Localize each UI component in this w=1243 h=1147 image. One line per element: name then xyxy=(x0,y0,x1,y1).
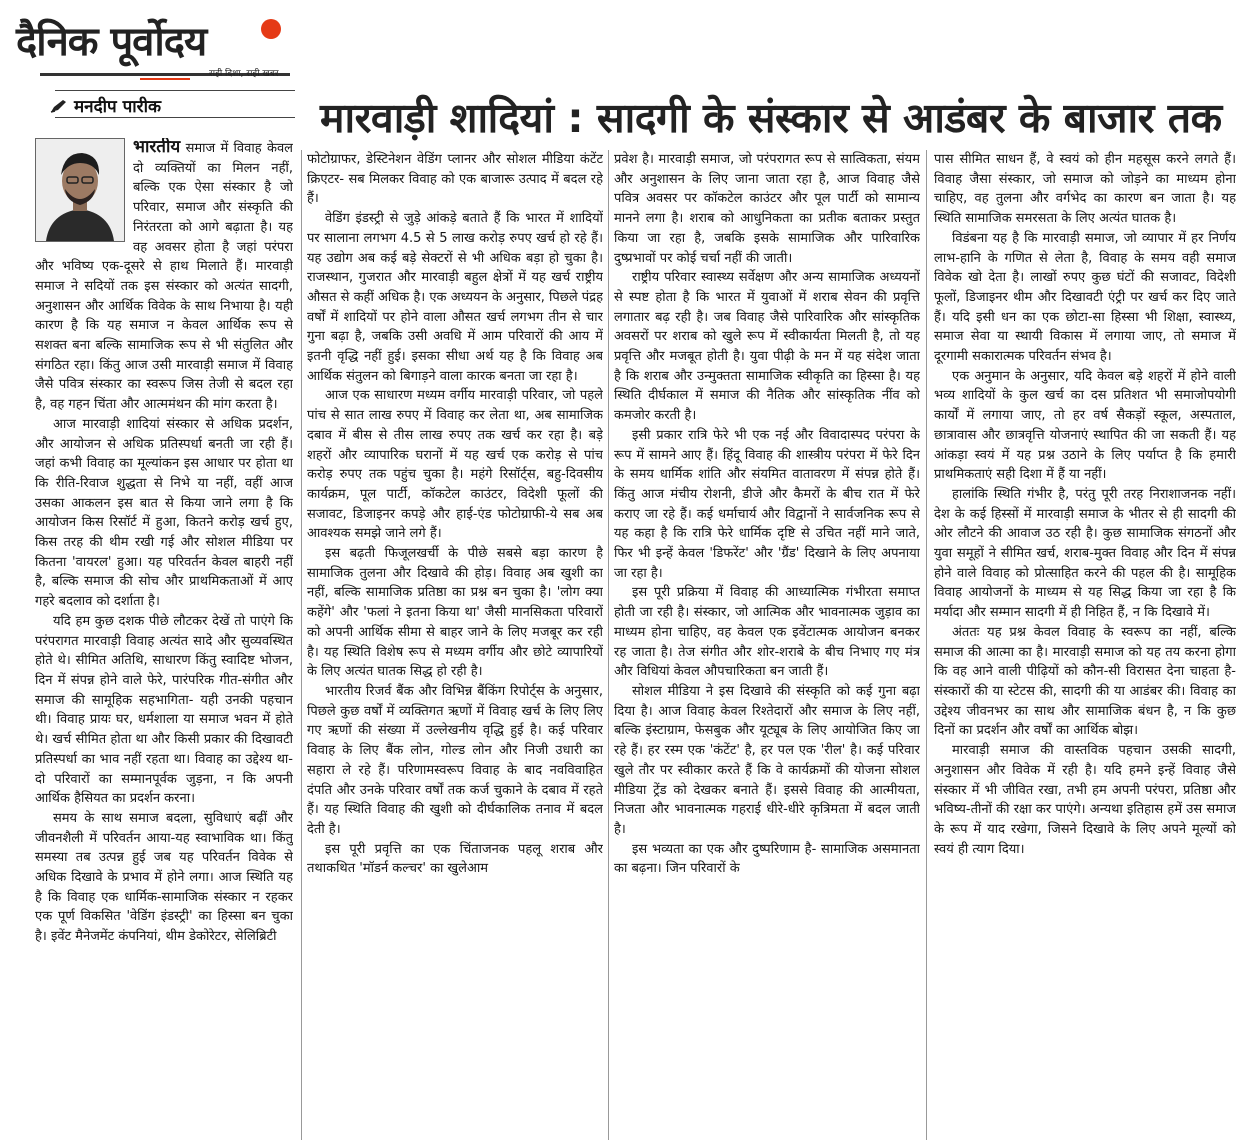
author-portrait-image xyxy=(36,139,124,241)
paragraph: सोशल मीडिया ने इस दिखावे की संस्कृति को कई गुना बढ़ा दिया है। आज विवाह केवल रिश्तेदारों और समाज के लिए नहीं, बल्कि इंस्टाग्राम, फेसबुक और यूट्यूब के लिए आयोजित किए जा रहे हैं। हर रस्म एक 'कंटेंट' है, हर पल एक 'रील' है। कई परिवार खुले तौर पर स्वीकार करते हैं कि वे कार्यक्रमों की योजना सोशल मीडिया ट्रेंड को देखकर बनाते हैं। इससे विवाह की आत्मीयता, निजता और भावनात्मक गहराई धीरे-धीरे कृत्रिमता में बदल जाती है। xyxy=(614,683,920,837)
column-divider xyxy=(926,150,927,1140)
paragraph: पास सीमित साधन हैं, वे स्वयं को हीन महसूस करने लगते हैं। विवाह जैसा संस्कार, जो समाज को जोड़ने का माध्यम होना चाहिए, वह तुलना और वर्गभेद का कारण बन जाता है। यह स्थिति सामाजिक समरसता के लिए अत्यंत घातक है। xyxy=(934,152,1236,227)
author-photo xyxy=(35,138,125,242)
masthead xyxy=(10,6,295,86)
paragraph: एक अनुमान के अनुसार, यदि केवल बड़े शहरों में होने वाली भव्य शादियों के कुल खर्च का दस प्रतिशत भी समाजोपयोगी कार्यों में लगाया जाए, तो हर वर्ष सैकड़ों स्कूल, अस्पताल, छात्रावास और छात्रवृत्ति योजनाएं स्थापित की जा सकती हैं। यह आंकड़ा स्वयं में यह प्रश्न उठाने के लिए पर्याप्त है कि हमारी प्राथमिकताएं सही दिशा में हैं या नहीं। xyxy=(934,368,1236,483)
lead-word: भारतीय xyxy=(133,138,181,157)
paragraph: राष्ट्रीय परिवार स्वास्थ्य सर्वेक्षण और अन्य सामाजिक अध्ययनों से स्पष्ट होता है कि भारत में युवाओं में शराब सेवन की प्रवृत्ति लगातार बढ़ रही है। जब विवाह जैसे पारिवारिक और सांस्कृतिक अवसरों पर शराब को खुले रूप में स्वीकार्यता मिलती है, तो यह प्रवृत्ति और मजबूत होती है। युवा पीढ़ी के मन में यह संदेश जाता है कि शराब और उन्मुक्तता सामाजिक स्वीकृति का हिस्सा है। यह स्थिति दीर्घकाल में समाज की नैतिक और सांस्कृतिक नींव को कमजोर करती है। xyxy=(614,270,920,424)
article-column-1 xyxy=(35,138,293,1128)
paragraph: वेडिंग इंडस्ट्री से जुड़े आंकड़े बताते हैं कि भारत में शादियों पर सालाना लगभग 4.5 से 5 लाख करोड़ रुपए खर्च हो रहे हैं। यह उद्योग अब कई बड़े सेक्टरों से भी अधिक बड़ा हो चुका है। राजस्थान, गुजरात और मारवाड़ी बहुल क्षेत्रों में यह खर्च राष्ट्रीय औसत से कहीं अधिक है। एक अध्ययन के अनुसार, पिछले पंद्रह वर्षों में शादियों पर होने वाला औसत खर्च लगभग तीन से चार गुना बढ़ा है, जबकि उसी अवधि में आम परिवारों की आय में इतनी वृद्धि नहीं हुई। इसका सीधा अर्थ यह है कि विवाह अब आर्थिक संतुलन को बिगाड़ने वाला कारक बनता जा रहा है। xyxy=(307,211,603,384)
byline xyxy=(50,94,161,117)
paragraph: भारतीय रिजर्व बैंक और विभिन्न बैंकिंग रिपोर्ट्स के अनुसार, पिछले कुछ वर्षों में व्यक्तिगत ऋणों में विवाह खर्च के लिए लिए गए ऋणों की संख्या में उल्लेखनीय वृद्धि हुई है। कई परिवार विवाह के लिए बैंक लोन, गोल्ड लोन और निजी उधारी का सहारा ले रहे हैं। परिणामस्वरूप विवाह के बाद नवविवाहित दंपति और उनके परिवार वर्षों तक कर्ज चुकाने के दबाव में रहते हैं। यह स्थिति विवाह की खुशी को दीर्घकालिक तनाव में बदल देती है। xyxy=(307,683,603,837)
paragraph-text: समाज में विवाह केवल दो व्यक्तियों का मिलन नहीं, बल्कि एक ऐसा संस्कार है जो परिवार, समाज और संस्कृति की निरंतरता को आगे बढ़ाता है। यह वह अवसर होता है जहां परंपरा और भविष्य एक-दूसरे से हाथ मिलाते हैं। मारवाड़ी समाज ने सदियों तक इस संस्कार को अत्यंत सादगी, अनुशासन और आर्थिक विवेक के साथ निभाया है। यही कारण है कि यह समाज न केवल आर्थिक रूप से सशक्त बना बल्कि सामाजिक रूप से भी संतुलित और संगठित रहा। किंतु आज उसी मारवाड़ी समाज में विवाह जैसे पवित्र संस्कार का स्वरूप जिस तेजी से बदल रहा है, वह गहन चिंता और आत्ममंथन की मांग करता है। xyxy=(35,141,293,413)
paragraph: इस पूरी प्रक्रिया में विवाह की आध्यात्मिक गंभीरता समाप्त होती जा रही है। संस्कार, जो आत्मिक और भावनात्मक जुड़ाव का माध्यम होना चाहिए, वह केवल एक इवेंटात्मक आयोजन बनकर रह जाता है। तेज संगीत और शोर-शराबे के बीच निभाए गए मंत्र और विधियां केवल औपचारिकता बन जाती हैं। xyxy=(614,585,920,680)
paragraph: इस भव्यता का एक और दुष्परिणाम है- सामाजिक असमानता का बढ़ना। जिन परिवारों के xyxy=(614,841,920,877)
newspaper-title: दैनिक पूर्वोदय xyxy=(16,19,207,65)
paragraph: विडंबना यह है कि मारवाड़ी समाज, जो व्यापार में हर निर्णय लाभ-हानि के गणित से लेता है, विवाह के समय वही समाज विवेक खो देता है। लाखों रुपए कुछ घंटों की सजावट, विदेशी फूलों, डिजाइनर थीम और दिखावटी एंट्री पर खर्च कर दिए जाते हैं। यदि इसी धन का एक छोटा-सा हिस्सा भी शिक्षा, स्वास्थ्य, समाज सेवा या स्थायी विकास में लगाया जाए, तो समाज में दूरगामी सकारात्मक परिवर्तन संभव है। xyxy=(934,230,1236,365)
paragraph: प्रवेश है। मारवाड़ी समाज, जो परंपरागत रूप से सात्विकता, संयम और अनुशासन के लिए जाना जाता रहा है, आज विवाह जैसे पवित्र अवसर पर कॉकटेल काउंटर और पूल पार्टी को सामान्य मानने लगा है। शराब को आधुनिकता का प्रतीक बताकर प्रस्तुत किया जा रहा है, जबकि इसके सामाजिक और पारिवारिक दुष्प्रभावों पर कोई चर्चा नहीं की जाती। xyxy=(614,152,920,266)
paragraph: आज एक साधारण मध्यम वर्गीय मारवाड़ी परिवार, जो पहले पांच से सात लाख रुपए में विवाह कर लेता था, अब सामाजिक दबाव में बीस से तीस लाख रुपए तक खर्च कर रहा है। बड़े शहरों और व्यापारिक घरानों में यह खर्च एक करोड़ से पांच करोड़ रुपए तक पहुंच चुका है। महंगे रिसॉर्ट्स, बहु-दिवसीय कार्यक्रम, पूल पार्टी, कॉकटेल काउंटर, विदेशी फूलों की सजावट, डिजाइनर कपड़े और हाई-एंड फोटोग्राफी-ये सब अब आवश्यक समझे जाने लगे हैं। xyxy=(307,388,603,542)
paragraph: इस पूरी प्रवृत्ति का एक चिंताजनक पहलू शराब और तथाकथित 'मॉडर्न कल्चर' का खुलेआम xyxy=(307,841,603,877)
paragraph: समय के साथ समाज बदला, सुविधाएं बढ़ीं और जीवनशैली में परिवर्तन आया-यह स्वाभाविक था। किंतु समस्या तब उत्पन्न हुई जब यह परिवर्तन विवेक से अधिक दिखावे के प्रभाव में होने लगा। आज स्थिति यह है कि विवाह एक धार्मिक-सामाजिक संस्कार न रहकर एक पूर्ण विकसित 'वेडिंग इंडस्ट्री' का हिस्सा बन चुका है। इवेंट मैनेजमेंट कंपनियां, थीम डेकोरेटर, सेलिब्रिटी xyxy=(35,810,293,945)
masthead-accent-rule xyxy=(140,78,190,80)
sun-logo-icon xyxy=(261,19,281,39)
column-divider xyxy=(608,150,609,1140)
newspaper-tagline: सही दिशा, सही खबर xyxy=(209,69,279,79)
paragraph: इसी प्रकार रात्रि फेरे भी एक नई और विवादास्पद परंपरा के रूप में सामने आए हैं। हिंदू विवाह की शास्त्रीय परंपरा में फेरे दिन के समय धार्मिक शांति और संयमित वातावरण में संपन्न होते हैं। किंतु आज मंचीय रोशनी, डीजे और कैमरों के बीच रात में फेरे कराए जा रहे हैं। कई धर्माचार्य और विद्वानों ने सार्वजनिक रूप से यह कहा है कि रात्रि फेरे धार्मिक दृष्टि से उचित नहीं माने जाते, फिर भी इन्हें केवल 'डिफरेंट' और 'ग्रैंड' दिखाने के लिए अपनाया जा रहा है। xyxy=(614,427,920,581)
column-divider xyxy=(301,150,302,1140)
article-column-3 xyxy=(614,150,920,1140)
pen-icon xyxy=(50,98,68,114)
article-headline: मारवाड़ी शादियां : सादगी के संस्कार से आडंबर के बाजार तक xyxy=(320,94,1222,142)
paragraph: इस बढ़ती फिजूलखर्ची के पीछे सबसे बड़ा कारण है सामाजिक तुलना और दिखावे की होड़। विवाह अब खुशी का नहीं, बल्कि सामाजिक प्रतिष्ठा का प्रश्न बन चुका है। 'लोग क्या कहेंगे' और 'फलां ने इतना किया था' जैसी मानसिकता परिवारों को अपनी आर्थिक सीमा से बाहर जाने के लिए मजबूर कर रही है। यह स्थिति विशेष रूप से मध्यम वर्गीय और छोटे व्यापारियों के लिए अत्यंत घातक सिद्ध हो रही है। xyxy=(307,546,603,680)
paragraph: फोटोग्राफर, डेस्टिनेशन वेडिंग प्लानर और सोशल मीडिया कंटेंट क्रिएटर- सब मिलकर विवाह को एक बाजारू उत्पाद में बदल रहे हैं। xyxy=(307,152,603,207)
article-column-2 xyxy=(307,150,603,1140)
article-column-4 xyxy=(934,150,1236,1140)
author-name: मनदीप पारीक xyxy=(74,97,162,117)
paragraph: हालांकि स्थिति गंभीर है, परंतु पूरी तरह निराशाजनक नहीं। देश के कई हिस्सों में मारवाड़ी समाज के भीतर से ही सादगी की ओर लौटने की आवाज उठ रही है। कुछ सामाजिक संगठनों और युवा समूहों ने सीमित खर्च, शराब-मुक्त विवाह और दिन में संपन्न होने वाले विवाह को प्रोत्साहित करने की पहल की है। सामूहिक विवाह आयोजनों के माध्यम से यह सिद्ध किया जा रहा है कि मर्यादा और सम्मान सादगी में ही निहित हैं, न कि दिखावे में। xyxy=(934,486,1236,621)
paragraph: अंततः यह प्रश्न केवल विवाह के स्वरूप का नहीं, बल्कि समाज की आत्मा का है। मारवाड़ी समाज को यह तय करना होगा कि वह आने वाली पीढ़ियों को कौन-सी विरासत देना चाहता है- संस्कारों की या स्टेटस की, सादगी की या आडंबर की। विवाह का उद्देश्य जीवनभर का साथ और सामाजिक बंधन है, न कि कुछ दिनों का प्रदर्शन और वर्षों का आर्थिक बोझ। xyxy=(934,624,1236,739)
paragraph: यदि हम कुछ दशक पीछे लौटकर देखें तो पाएंगे कि परंपरागत मारवाड़ी विवाह अत्यंत सादे और सुव्यवस्थित होते थे। सीमित अतिथि, साधारण किंतु स्वादिष्ट भोजन, दिन में संपन्न होने वाले फेरे, पारंपरिक गीत-संगीत और समाज की सामूहिक सहभागिता- यही उनकी पहचान थी। विवाह प्रायः घर, धर्मशाला या समाज भवन में होते थे। खर्च सीमित होता था और किसी प्रकार की दिखावटी प्रतिस्पर्धा का भाव नहीं रहता था। विवाह का उद्देश्य था- दो परिवारों का सम्मानपूर्वक जुड़ना, न कि अपनी आर्थिक हैसियत का प्रदर्शन करना। xyxy=(35,613,293,807)
paragraph: मारवाड़ी समाज की वास्तविक पहचान उसकी सादगी, अनुशासन और विवेक में रही है। यदि हमने इन्हें विवाह जैसे संस्कार में भी जीवित रखा, तभी हम अपनी परंपरा, प्रतिष्ठा और भविष्य-तीनों की रक्षा कर पाएंगे। अन्यथा इतिहास हमें उस समाज के रूप में याद रखेगा, जिसने दिखावे के लिए अपने मूल्यों को स्वयं ही त्याग दिया। xyxy=(934,743,1236,857)
paragraph: आज मारवाड़ी शादियां संस्कार से अधिक प्रदर्शन, और आयोजन से अधिक प्रतिस्पर्धा बनती जा रही हैं। जहां कभी विवाह का मूल्यांकन इस आधार पर होता था कि रीति-रिवाज शुद्धता से निभे या नहीं, वहीं आज उसका आकलन इस बात से किया जाने लगा है कि आयोजन किस रिसॉर्ट में हुआ, कितने करोड़ खर्च हुए, किस तरह की थीम रखी गई और सोशल मीडिया पर कितना 'वायरल' हुआ। यह परिवर्तन केवल बाहरी नहीं है, बल्कि समाज की सोच और प्राथमिकताओं में आए गहरे बदलाव को दर्शाता है। xyxy=(35,416,293,610)
